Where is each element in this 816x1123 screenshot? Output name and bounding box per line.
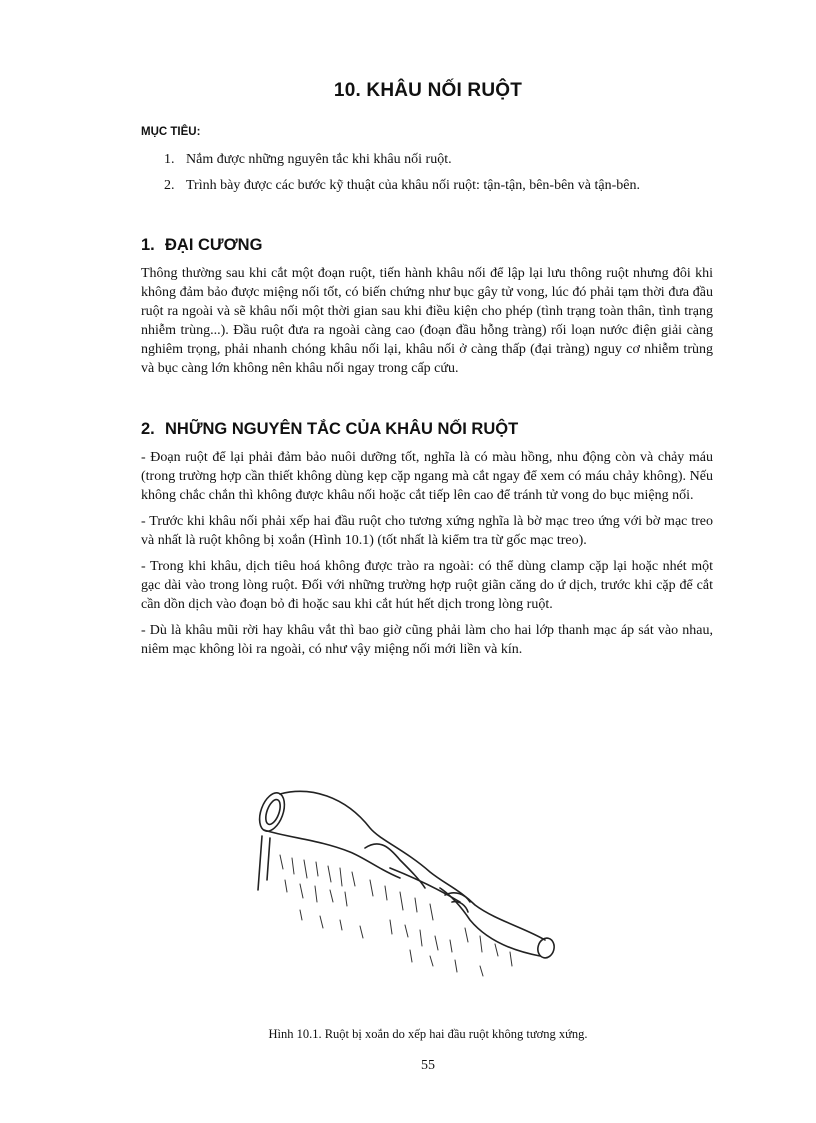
- section-2-body: [141, 448, 713, 666]
- section-1-number: 1.: [141, 236, 155, 254]
- figure-caption: Hình 10.1. Ruột bị xoắn do xếp hai đầu ruột không tương xứng.: [268, 1027, 588, 1041]
- paragraph: - Trong khi khâu, dịch tiêu hoá không được trào ra ngoài: có thể dùng clamp cặp lại hoặc nhét một gạc dài vào trong lòng ruột. Đối với những trường hợp ruột giãn căng do ứ dịch, trước khi cặp để cắt cần dồn dịch vào đoạn bỏ đi hoặc sau khi cắt hút hết dịch trong lòng ruột.: [141, 559, 713, 612]
- page-number: 55: [421, 1058, 435, 1073]
- list-item-text: Nắm được những nguyên tắc khi khâu nối ruột.: [186, 152, 452, 167]
- paragraph: - Dù là khâu mũi rời hay khâu vắt thì bao giờ cũng phải làm cho hai lớp thanh mạc áp sát vào nhau, niêm mạc không lòi ra ngoài, có như vậy miệng nối mới liền và kín.: [141, 623, 713, 657]
- list-item-text: Trình bày được các bước kỹ thuật của khâu nối ruột: tận-tận, bên-bên và tận-bên.: [186, 178, 640, 193]
- list-item: [164, 176, 714, 196]
- list-item-number: 2.: [164, 178, 175, 193]
- section-2-title: NHỮNG NGUYÊN TẮC CỦA KHÂU NỐI RUỘT: [165, 420, 519, 438]
- paragraph: - Đoạn ruột để lại phải đảm bảo nuôi dưỡng tốt, nghĩa là có màu hồng, nhu động còn và chảy máu (trong trường hợp cần thiết không dùng kẹp cặp ngang mà cắt ngay để xem có máu chảy không). Nếu không chắc chắn thì không được khâu nối hoặc cắt tiếp lên cao để tránh tử vong do bục miệng nối.: [141, 450, 713, 503]
- twisted-intestine-illustration: [240, 780, 560, 1000]
- section-2-number: 2.: [141, 420, 155, 438]
- page-title: 10. KHÂU NỐI RUỘT: [333, 80, 523, 101]
- list-item: [164, 150, 714, 170]
- section-1-title: ĐẠI CƯƠNG: [165, 236, 263, 254]
- objectives-label: MỤC TIÊU:: [141, 126, 201, 138]
- section-1-body: Thông thường sau khi cắt một đoạn ruột, tiến hành khâu nối để lập lại lưu thông ruột nhưng đôi khi không đảm bảo được miệng nối tốt, có biến chứng như bục gây tử vong, lúc đó phải tạm thời đưa đầu ruột ra ngoài và sẽ khâu nối một thời gian sau khi điều kiện cho phép (tình trạng toàn thân, tình trạng nhiễm trùng...). Đầu ruột đưa ra ngoài càng cao (đoạn đầu hỗng tràng) rối loạn nước điện giải càng nghiêm trọng, phải nhanh chóng khâu nối lại, khâu nối ở càng thấp (đại tràng) nguy cơ nhiễm trùng và bục càng lớn không nên khâu nối ngay trong cấp cứu.: [141, 266, 713, 376]
- section-1-heading: [141, 236, 262, 255]
- paragraph: - Trước khi khâu nối phải xếp hai đầu ruột cho tương xứng nghĩa là bờ mạc treo ứng với bờ mạc treo và nhất là ruột không bị xoắn (Hình 10.1) (tốt nhất là kiểm tra từ gốc mạc treo).: [141, 514, 713, 548]
- objectives-list: [164, 150, 714, 202]
- section-2-heading: [141, 420, 518, 439]
- list-item-number: 1.: [164, 152, 175, 167]
